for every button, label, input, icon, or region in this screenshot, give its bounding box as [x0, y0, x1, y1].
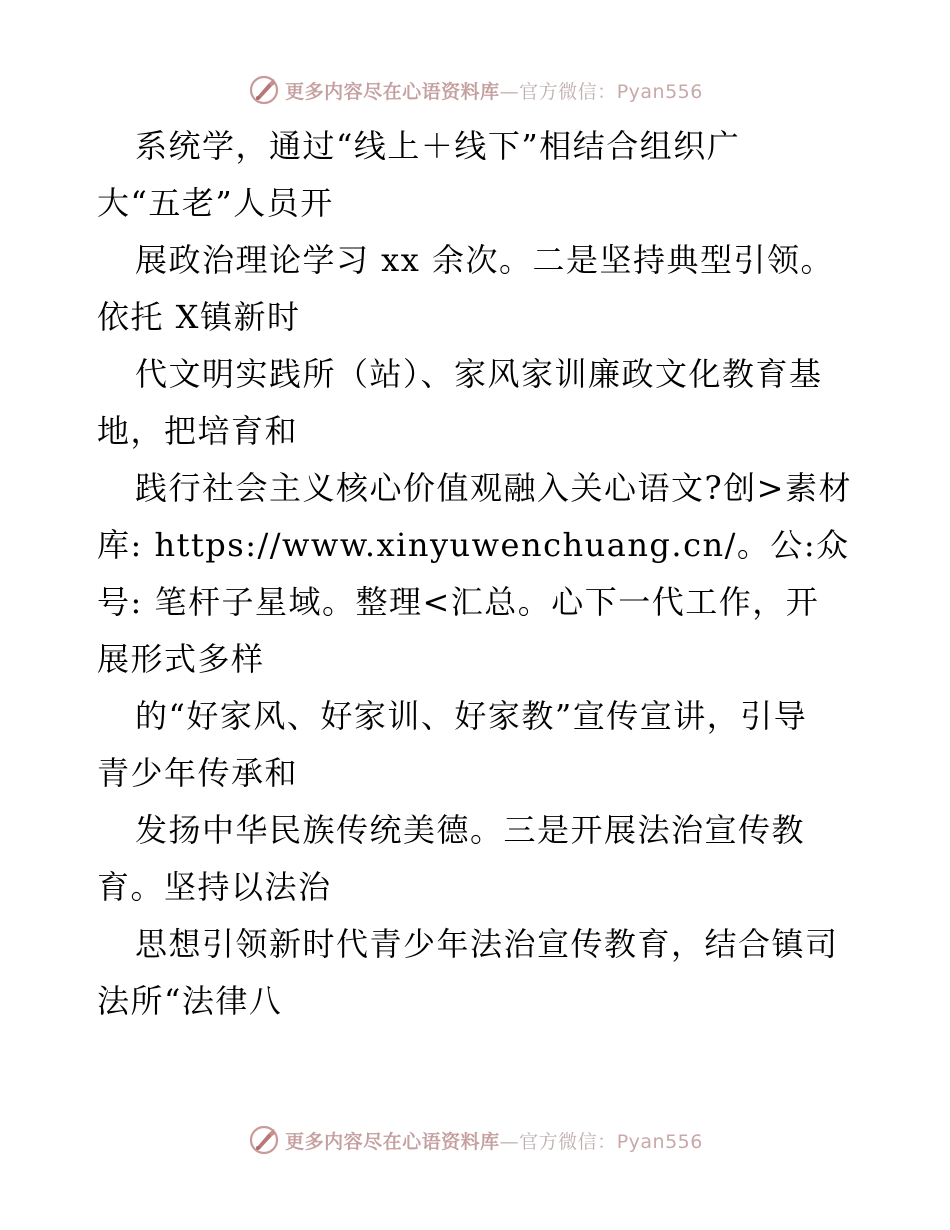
document-body: [97, 118, 877, 1030]
text-line: 号: 笔杆子星域。整理<汇总。心下一代工作，开: [97, 583, 820, 621]
pen-nib-logo-icon: [247, 73, 281, 107]
header-watermark: [0, 70, 950, 110]
text-line: 库: https://www.xinyuwenchuang.cn/。公:众: [97, 526, 850, 564]
text-line: 育。坚持以法治: [97, 868, 332, 906]
text-line: 大“五老”人员开: [97, 184, 334, 222]
watermark-sub: 官方微信：: [519, 80, 617, 103]
watermark-text: [285, 1127, 703, 1154]
text-line: 法所“法律八: [97, 982, 283, 1020]
text-line: 的“好家风、好家训、好家教”宣传宣讲，引导: [135, 697, 808, 735]
text-line: 青少年传承和: [97, 754, 299, 792]
watermark-sub: 官方微信：: [519, 1130, 617, 1153]
text-line: 展形式多样: [97, 640, 265, 678]
text-line: 地，把培育和: [97, 412, 299, 450]
watermark-main: 更多内容尽在心语资料库: [285, 80, 500, 103]
watermark-dash: —: [499, 1130, 520, 1153]
text-line: 践行社会主义核心价值观融入关心语文?创>素材: [135, 469, 852, 507]
text-line: 思想引领新时代青少年法治宣传教育，结合镇司: [135, 925, 839, 963]
watermark-text: [285, 77, 703, 104]
text-line: 依托 X镇新时: [97, 298, 301, 336]
text-line: 系统学，通过“线上＋线下”相结合组织广: [135, 127, 741, 165]
watermark-main: 更多内容尽在心语资料库: [285, 1130, 500, 1153]
footer-watermark: [0, 1120, 950, 1160]
text-line: 代文明实践所（站）、家风家训廉政文化教育基: [135, 355, 823, 393]
text-line: 展政治理论学习 xx 余次。二是坚持典型引领。: [135, 241, 834, 279]
pen-nib-logo-icon: [247, 1123, 281, 1157]
watermark-id: Pyan556: [616, 1130, 703, 1153]
watermark-id: Pyan556: [616, 80, 703, 103]
text-line: 发扬中华民族传统美德。三是开展法治宣传教: [135, 811, 806, 849]
watermark-dash: —: [499, 80, 520, 103]
